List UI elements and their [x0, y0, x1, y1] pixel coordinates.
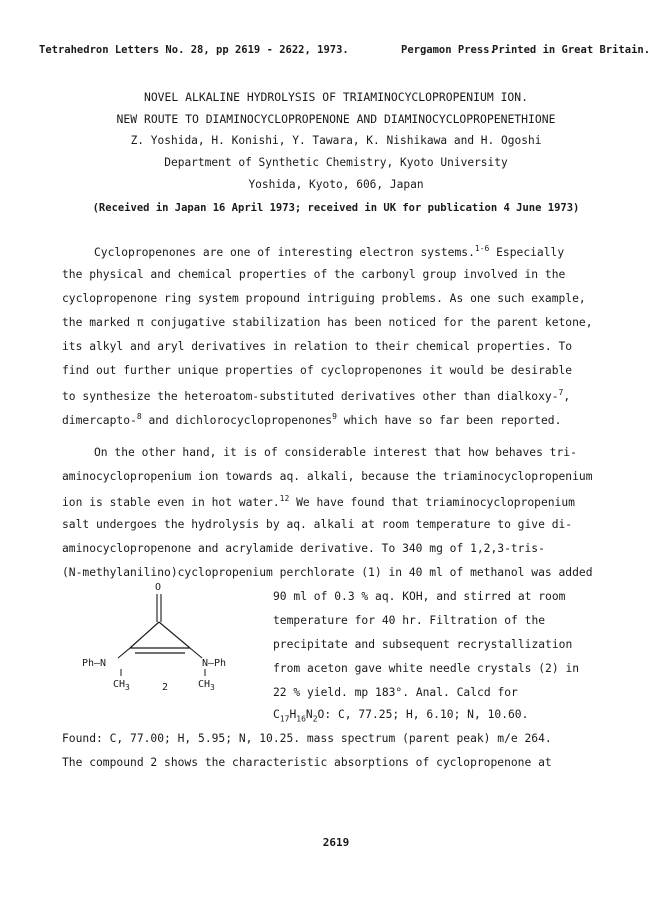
publisher: Pergamon Press. — [401, 44, 496, 56]
compound-number: 2 — [162, 682, 169, 693]
title-line-2: NEW ROUTE TO DIAMINOCYCLOPROPENONE AND DIAMINOCYCLOPROPENETHIONE — [116, 112, 556, 126]
molecular-formula: $C_{17}H_{16}N_2O$: — [273, 708, 332, 724]
para1-line-1: Cyclopropenones are one of interesting electron systems.$^{1-6}$ Especially — [94, 244, 565, 259]
para1-line-2: the physical and chemical properties of the carbonyl group involved in the — [62, 268, 566, 281]
para2-line-1: On the other hand, it is of considerable interest that how behaves tri- — [94, 446, 577, 459]
para2-line-6: (N-methylanilino)cyclopropenium perchlorate (1) in 40 ml of methanol was added — [62, 566, 593, 579]
rcol-line-2: temperature for 40 hr. Filtration of the — [273, 614, 546, 627]
page-number: 2619 — [322, 836, 350, 849]
title-line-1: NOVEL ALKALINE HYDROLYSIS OF TRIAMINOCYCLOPROPENIUM ION. — [143, 90, 529, 104]
printed-in: Printed in Great Britain. — [492, 44, 651, 56]
left-methyl: $CH_3$ — [113, 679, 130, 692]
para3-line-2: The compound 2 shows the characteristic absorptions of cyclopropenone at — [62, 756, 552, 769]
rcol-line-1: 90 ml of 0.3 % aq. KOH, and stirred at room — [273, 590, 566, 603]
para2-line-5: aminocyclopropenone and acrylamide derivative. To 340 mg of 1,2,3-tris- — [62, 542, 545, 555]
para1-line-6: find out further unique properties of cyclopropenones it would be desirable — [62, 364, 573, 377]
rcol-line-5: 22 % yield. mp 183°. Anal. Calcd for — [273, 686, 518, 699]
left-phenylamino-group: Ph—N — [82, 658, 107, 669]
para2-line-4: salt undergoes the hydrolysis by aq. alkali at room temperature to give di- — [62, 518, 573, 531]
para1-line-5: its alkyl and aryl derivatives in relation to their chemical properties. To — [62, 340, 573, 353]
para2-line-3: ion is stable even in hot water.$^{12}$ We have found that triaminocyclopropenium — [62, 494, 575, 509]
para3-line-1: Found: C, 77.00; H, 5.95; N, 10.25. mass spectrum (parent peak) m/e 264. — [62, 732, 552, 745]
atom-oxygen: O — [155, 582, 162, 593]
para1-line-7: to synthesize the heteroatom-substituted derivatives other than dialkoxy-$^7$, — [62, 388, 571, 403]
received-dates: (Received in Japan 16 April 1973; received in UK for publication 4 June 1973) — [92, 202, 580, 214]
right-phenylamino-group: N—Ph — [202, 658, 227, 669]
affiliation-dept: Department of Synthetic Chemistry, Kyoto University — [164, 156, 508, 169]
para1-line-4: the marked π conjugative stabilization has been noticed for the parent ketone, — [62, 316, 593, 329]
rcol-line-6: $C_{17}H_{16}N_2O$: C, 77.25; H, 6.10; N, 10.60. — [273, 708, 529, 724]
journal-citation: Tetrahedron Letters No. 28, pp 2619 - 2622, 1973. — [39, 44, 349, 56]
rcol-line-4: from aceton gave white needle crystals (2) in — [273, 662, 580, 675]
para1-line-8: dimercapto-$^8$ and dichlorocyclopropenones$^9$ which have so far been reported. — [62, 412, 562, 427]
authors: Z. Yoshida, H. Konishi, Y. Tawara, K. Nishikawa and H. Ogoshi — [130, 134, 542, 147]
rcol-line-3: precipitate and subsequent recrystallization — [273, 638, 573, 651]
right-methyl: $CH_3$ — [198, 679, 215, 692]
para1-line-3: cyclopropenone ring system propound intriguing problems. As one such example, — [62, 292, 586, 305]
para2-line-2: aminocyclopropenium ion towards aq. alkali, because the triaminocyclopropenium — [62, 470, 593, 483]
structure-diaminocyclopropenone — [78, 578, 268, 693]
affiliation-address: Yoshida, Kyoto, 606, Japan — [248, 178, 424, 191]
